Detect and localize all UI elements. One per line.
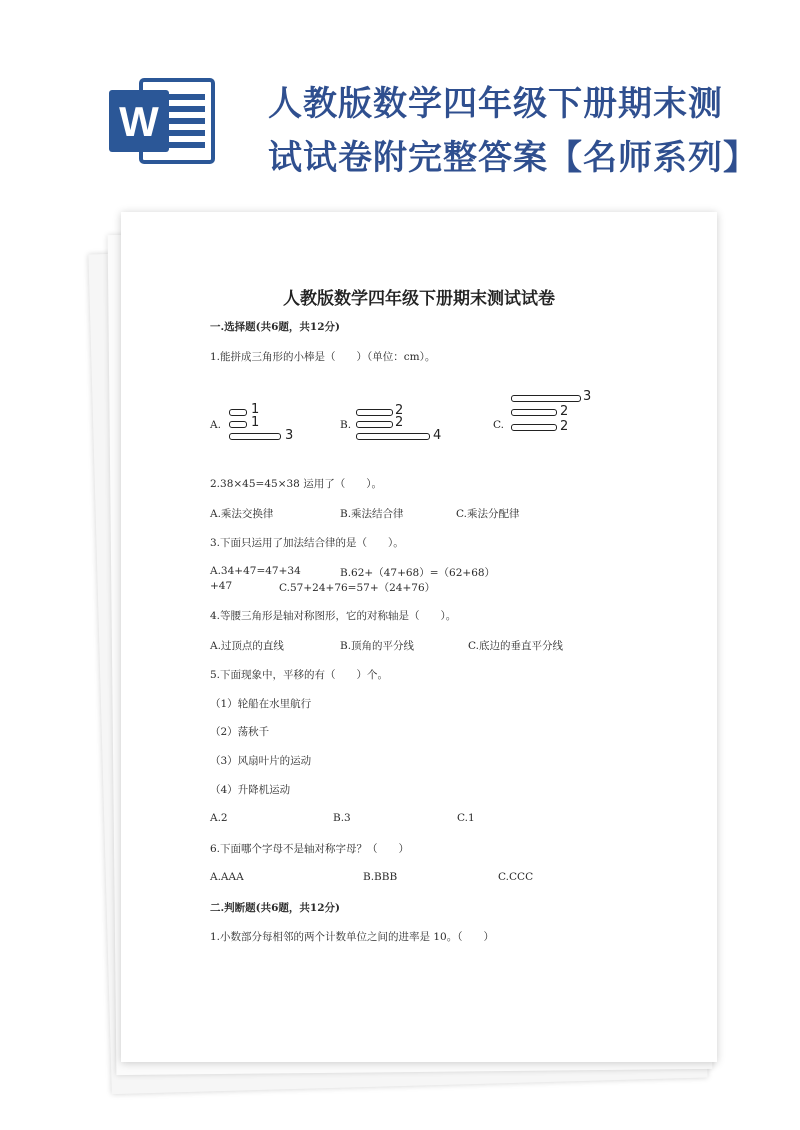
stick-b-2-length: 2: [395, 415, 404, 430]
question-2: 2.38×45=45×38 运用了（ ）。: [210, 478, 382, 490]
q2-option-a: A.乘法交换律: [210, 508, 274, 520]
q3-option-c: C.57+24+76=57+（24+76）: [279, 582, 436, 594]
q6-option-a: A.AAA: [210, 871, 244, 883]
q6-option-c: C.CCC: [498, 871, 534, 883]
q5-item-3: （3）风扇叶片的运动: [210, 755, 312, 767]
word-letter: W: [119, 98, 159, 145]
stick-a-1: [229, 409, 247, 416]
q5-item-1: （1）轮船在水里航行: [210, 698, 312, 710]
q2-option-c: C.乘法分配律: [456, 508, 520, 520]
q1-option-b-label: B.: [340, 419, 352, 431]
q5-option-b: B.3: [333, 812, 351, 824]
section-2-heading: 二.判断题(共6题，共12分): [210, 902, 341, 914]
page-title-line-2: 试试卷附完整答案【名师系列】: [268, 138, 758, 178]
question-6: 6.下面哪个字母不是轴对称字母？（ ）: [210, 843, 410, 855]
exam-paper: [121, 212, 717, 1062]
question-5: 5.下面现象中，平移的有（ ）个。: [210, 669, 389, 681]
q6-option-b: B.BBB: [363, 871, 398, 883]
section-1-heading: 一.选择题(共6题，共12分): [210, 321, 341, 333]
exam-title: 人教版数学四年级下册期末测试试卷: [283, 289, 555, 309]
q5-item-4: （4）升降机运动: [210, 784, 291, 796]
stick-b-3: [356, 433, 430, 440]
question-3: 3.下面只运用了加法结合律的是（ ）。: [210, 537, 404, 549]
stick-c-1: [511, 395, 581, 402]
q5-option-a: A.2: [210, 812, 228, 824]
stick-b-3-length: 4: [433, 428, 442, 443]
judgment-question-1: 1.小数部分每相邻的两个计数单位之间的进率是 10。（ ）: [210, 931, 494, 943]
q1-option-c-label: C.: [493, 419, 504, 431]
q4-option-a: A.过顶点的直线: [210, 640, 284, 652]
q4-option-c: C.底边的垂直平分线: [468, 640, 563, 652]
stick-c-2-length: 2: [560, 404, 569, 419]
question-1: 1.能拼成三角形的小棒是（ ）（单位：cm）。: [210, 351, 436, 363]
page-title-line-1: 人教版数学四年级下册期末测: [268, 84, 723, 124]
q2-option-b: B.乘法结合律: [340, 508, 404, 520]
stick-b-2: [356, 421, 393, 428]
q4-option-b: B.顶角的平分线: [340, 640, 415, 652]
q3-option-b: B.62+（47+68）=（62+68）: [340, 567, 496, 579]
stick-a-3-length: 3: [285, 428, 294, 443]
stick-c-3-length: 2: [560, 419, 569, 434]
stick-c-3: [511, 424, 557, 431]
stick-a-1-length: 1: [251, 402, 260, 417]
stick-c-1-length: 3: [583, 389, 592, 404]
q5-option-c: C.1: [457, 812, 475, 824]
question-4: 4.等腰三角形是轴对称图形，它的对称轴是（ ）。: [210, 610, 457, 622]
word-document-icon: [107, 72, 217, 168]
q1-option-a-label: A.: [210, 419, 221, 431]
q3-option-a: A.34+47=47+34: [210, 565, 301, 577]
stick-c-2: [511, 409, 557, 416]
q5-item-2: （2）荡秋千: [210, 726, 270, 738]
stick-b-1: [356, 409, 393, 416]
stick-b-1-length: 2: [395, 403, 404, 418]
stick-a-2: [229, 421, 247, 428]
stick-a-2-length: 1: [251, 415, 260, 430]
stick-a-3: [229, 433, 281, 440]
q3-option-b-continued: +47: [210, 580, 233, 592]
